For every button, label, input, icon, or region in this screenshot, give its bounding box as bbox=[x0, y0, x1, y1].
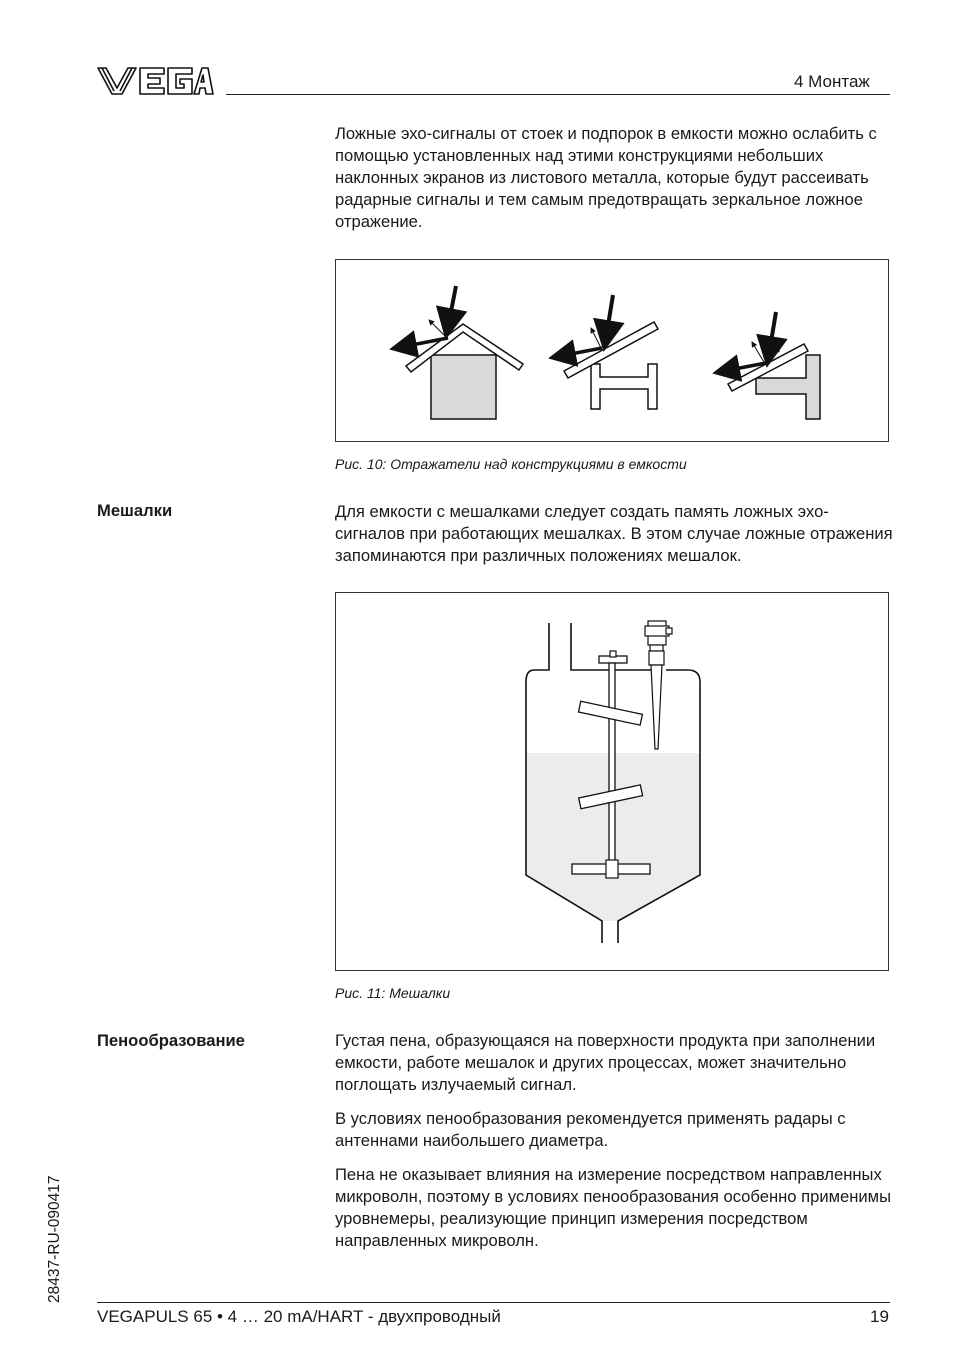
footer-title: VEGAPULS 65 • 4 … 20 mA/HART - двухпроводный bbox=[97, 1307, 501, 1326]
reflectors-diagram bbox=[336, 260, 888, 441]
intro-paragraph: Ложные эхо-сигналы от стоек и подпорок в емкости можно ослабить с помощью установленных над этими конструкциями небольших наклонных экранов из листового металла, которые будут рассеивать радарные сигналы и тем самым предотвращать зеркальное ложное отражение. bbox=[335, 124, 877, 231]
header-rule bbox=[226, 94, 890, 95]
radar-sensor-icon bbox=[645, 621, 672, 749]
agitator-vessel-diagram bbox=[336, 593, 888, 970]
figure-10-box bbox=[335, 259, 889, 442]
footer-rule bbox=[97, 1302, 890, 1303]
foam-paragraph-3: Пена не оказывает влияния на измерение посредством направленных микроволн, поэтому в условиях пенообразования особенно применимы уровнемеры, реализующие принцип измерения посредством направленных микроволн. bbox=[335, 1165, 892, 1250]
tbeam-structure-icon bbox=[728, 344, 820, 419]
agitators-heading: Мешалки bbox=[97, 501, 173, 520]
foam-paragraph-1: Густая пена, образующаяся на поверхности продукта при заполнении емкости, работе мешалок и других процессах, может значительно поглощать излучаемый сигнал. bbox=[335, 1031, 876, 1094]
figure-11-caption: Рис. 11: Мешалки bbox=[335, 985, 451, 1001]
figure-10-caption: Рис. 10: Отражатели над конструкциями в емкости bbox=[335, 456, 687, 472]
box-structure-icon bbox=[406, 324, 523, 419]
agitators-paragraph: Для емкости с мешалками следует создать память ложных эхо-сигналов при работающих мешалках. В этом случае ложные отражения запоминаются при различных положениях мешалок. bbox=[335, 502, 893, 565]
vega-logo bbox=[96, 64, 214, 98]
foam-heading: Пенообразование bbox=[97, 1031, 245, 1050]
figure-11-box bbox=[335, 592, 889, 971]
foam-paragraph-2: В условиях пенообразования рекомендуется применять радары с антеннами наибольшего диаметра. bbox=[335, 1109, 846, 1150]
section-title: 4 Монтаж bbox=[794, 72, 870, 91]
document-id: 28437-RU-090417 bbox=[46, 1175, 63, 1303]
ibeam-structure-icon bbox=[564, 322, 658, 409]
page-number: 19 bbox=[870, 1307, 889, 1326]
